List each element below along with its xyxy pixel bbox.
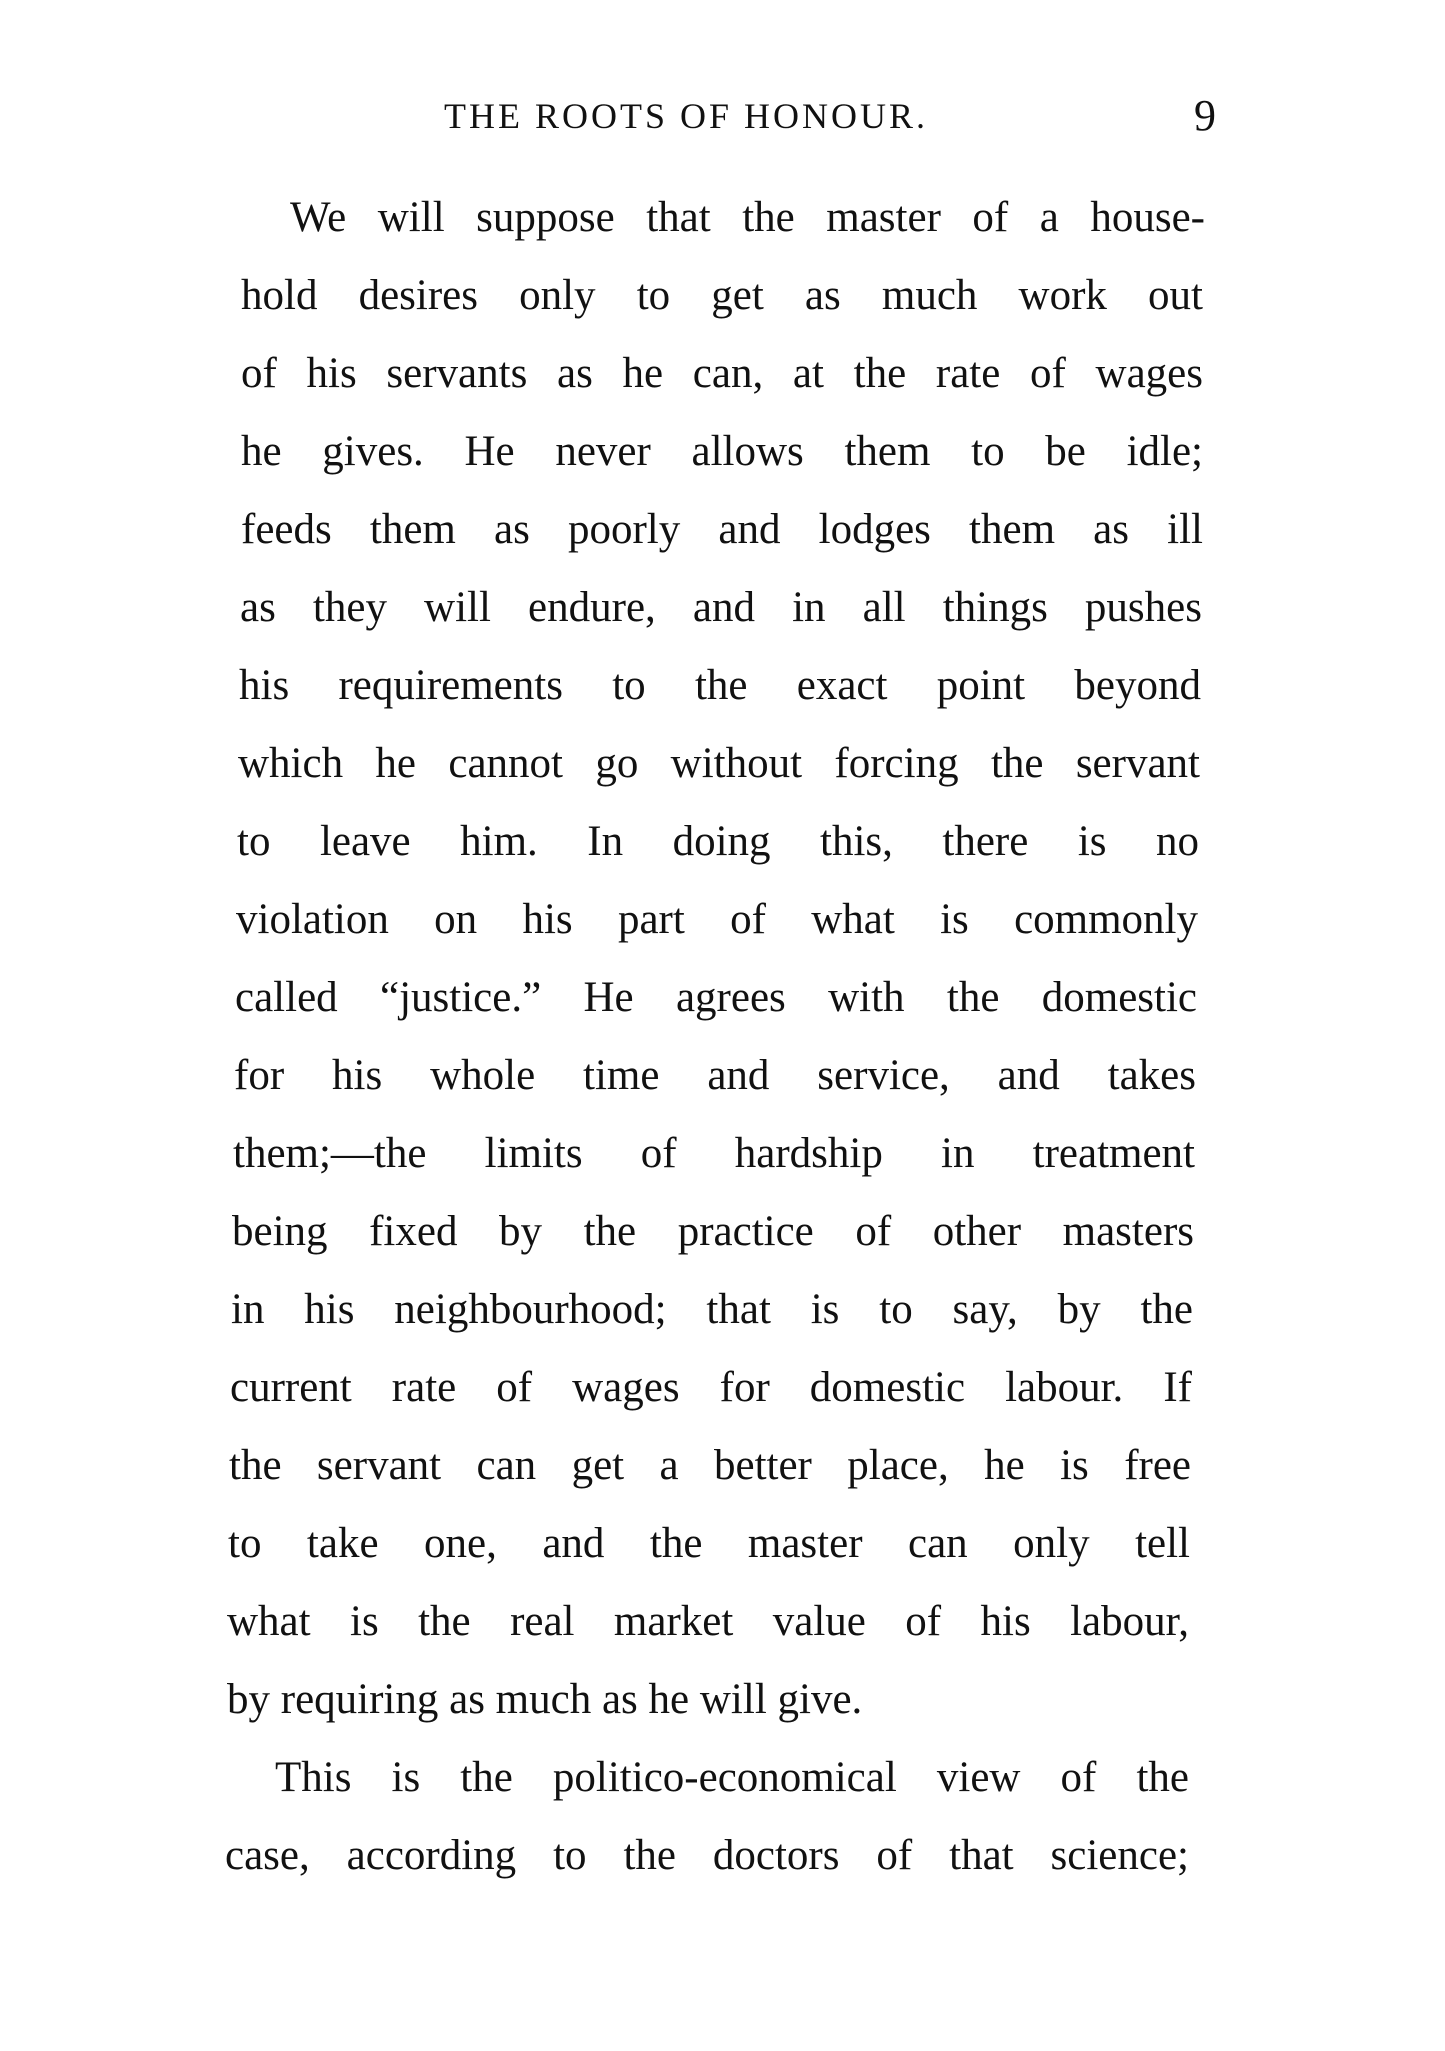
page-number: 9 <box>1194 91 1216 140</box>
text-line: to take one, and the master can only tell <box>228 1520 1190 1567</box>
text-line: feeds them as poorly and lodges them as ill <box>241 506 1203 553</box>
text-line: This is the politico-economical view of the <box>275 1754 1189 1801</box>
text-line: them;—the limits of hardship in treatment <box>233 1130 1195 1177</box>
text-line: called “justice.” He agrees with the domestic <box>235 974 1197 1021</box>
text-line: his requirements to the exact point beyond <box>239 662 1201 709</box>
running-title: THE ROOTS OF HONOUR. <box>444 96 929 136</box>
text-line: We will suppose that the master of a house- <box>290 194 1205 241</box>
text-line: what is the real market value of his labour, <box>227 1598 1189 1645</box>
text-line: to leave him. In doing this, there is no <box>237 818 1199 865</box>
text-line: violation on his part of what is commonly <box>236 896 1198 943</box>
text-line: of his servants as he can, at the rate of wages <box>241 350 1203 397</box>
text-line: in his neighbourhood; that is to say, by the <box>231 1286 1193 1333</box>
text-line: as they will endure, and in all things pushes <box>240 584 1202 631</box>
text-line: hold desires only to get as much work out <box>241 272 1203 319</box>
text-line: by requiring as much as he will give. <box>227 1676 863 1723</box>
text-line: case, according to the doctors of that science; <box>225 1832 1189 1879</box>
text-line: the servant can get a better place, he is free <box>229 1442 1191 1489</box>
text-line: for his whole time and service, and takes <box>234 1052 1196 1099</box>
text-line: he gives. He never allows them to be idle; <box>241 428 1203 475</box>
text-line: which he cannot go without forcing the servant <box>238 740 1200 787</box>
text-line: being fixed by the practice of other masters <box>232 1208 1194 1255</box>
text-line: current rate of wages for domestic labour. If <box>230 1364 1192 1411</box>
